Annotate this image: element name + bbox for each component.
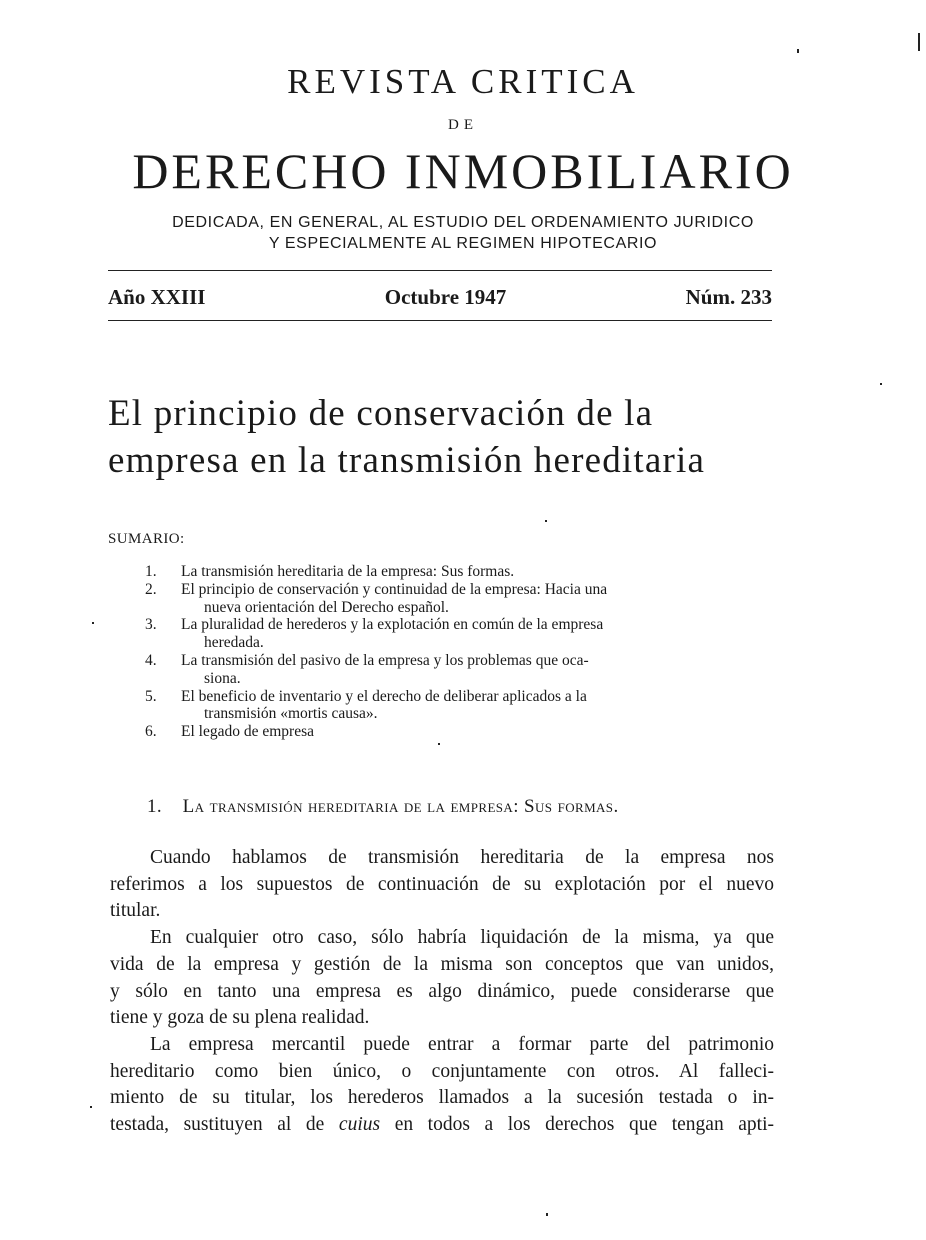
paragraph	[110, 1032, 774, 1139]
sumario-item	[145, 581, 775, 617]
italic-term: cuius	[338, 1114, 381, 1136]
sumario-item-text: La transmisión hereditaria de la empresa: Sus formas.	[181, 563, 515, 580]
sumario-item-text: La pluralidad de herederos y la explotación en común de la empresa	[181, 616, 604, 634]
scan-speck	[546, 1213, 548, 1216]
sumario-item-continuation: siona.	[204, 669, 241, 687]
sumario-item-number: 4.	[145, 651, 157, 669]
issue-info	[108, 285, 772, 310]
paragraph	[110, 845, 774, 925]
sumario-item-text: El principio de conservación y continuidad de la empresa: Hacia una	[181, 580, 608, 598]
sumario-label: SUMARIO:	[108, 531, 185, 547]
sumario-item	[145, 723, 775, 741]
sumario-list	[145, 563, 775, 741]
section-title: La transmisión hereditaria de la empresa: Sus formas.	[182, 796, 619, 817]
text-line: En cualquier otro caso, sólo habría liquidación de la misma, ya que	[150, 927, 774, 949]
text-line: hereditario como bien único, o conjuntamente con otros. Al falleci-	[110, 1060, 774, 1082]
section-number: 1.	[147, 796, 163, 817]
article-title-line2: empresa en la transmisión hereditaria	[108, 440, 706, 481]
text-line: Cuando hablamos de transmisión hereditaria de la empresa nos	[150, 847, 774, 868]
body-text	[110, 845, 774, 1139]
article-title	[108, 390, 778, 484]
scan-speck	[880, 383, 882, 385]
paragraph	[110, 925, 774, 1032]
issue-year: Año XXIII	[108, 285, 206, 309]
journal-title-de: DE	[448, 117, 478, 133]
sumario-item-number: 6.	[145, 723, 157, 741]
text-line: La empresa mercantil puede entrar a formar parte del patrimonio	[150, 1033, 774, 1055]
text-line: miento de su titular, los herederos llamados a la sucesión testada o in-	[110, 1087, 774, 1109]
sumario-item	[145, 688, 775, 724]
issue-number: Núm. 233	[685, 285, 772, 309]
text-line: y sólo en tanto una empresa es algo dinámico, puede considerarse que	[110, 980, 774, 1002]
journal-tagline-line1: DEDICADA, EN GENERAL, AL ESTUDIO DEL ORDENAMIENTO JURIDICO	[172, 214, 754, 231]
sumario-item-number: 1.	[145, 563, 157, 580]
text-line: vida de la empresa y gestión de la misma son conceptos que van unidos,	[110, 953, 774, 975]
text-fragment: testada, sustituyen al de	[110, 1114, 325, 1136]
sumario-item-continuation: transmisión «mortis causa».	[204, 705, 378, 723]
article-title-line1: El principio de conservación de la	[108, 393, 654, 434]
sumario-item	[145, 563, 775, 581]
scan-speck	[438, 743, 440, 745]
text-line: titular.	[110, 900, 161, 922]
section-heading	[147, 796, 619, 818]
sumario-item-number: 3.	[145, 616, 157, 634]
text-line: tiene y goza de su plena realidad.	[110, 1007, 370, 1029]
divider-top	[108, 270, 772, 271]
sumario-item	[145, 652, 775, 688]
scan-speck	[797, 49, 799, 53]
journal-tagline-line2: Y ESPECIALMENTE AL REGIMEN HIPOTECARIO	[268, 235, 658, 252]
scan-speck	[90, 1106, 92, 1108]
scan-mark	[918, 33, 920, 51]
sumario-item-text: El beneficio de inventario y el derecho de deliberar aplicados a la	[181, 687, 587, 705]
journal-title-line2: DERECHO INMOBILIARIO	[132, 143, 794, 199]
sumario-item-number: 2.	[145, 580, 157, 598]
sumario-item	[145, 616, 775, 652]
divider-bottom	[108, 320, 772, 321]
sumario-item-continuation: nueva orientación del Derecho español.	[204, 598, 449, 616]
text-line	[110, 1112, 774, 1139]
sumario-item-number: 5.	[145, 687, 157, 705]
sumario-item-continuation: heredada.	[204, 634, 264, 652]
scan-speck	[92, 622, 94, 624]
issue-date: Octubre 1947	[384, 285, 507, 309]
scan-speck	[545, 520, 547, 522]
text-line: referimos a los supuestos de continuación de su explotación por el nuevo	[110, 873, 774, 895]
sumario-item-text: La transmisión del pasivo de la empresa y los problemas que oca-	[181, 651, 589, 669]
text-fragment: en todos a los derechos que tengan apti-	[394, 1114, 775, 1136]
journal-title-line1: REVISTA CRITICA	[287, 62, 639, 101]
sumario-item-text: El legado de empresa	[181, 723, 314, 741]
